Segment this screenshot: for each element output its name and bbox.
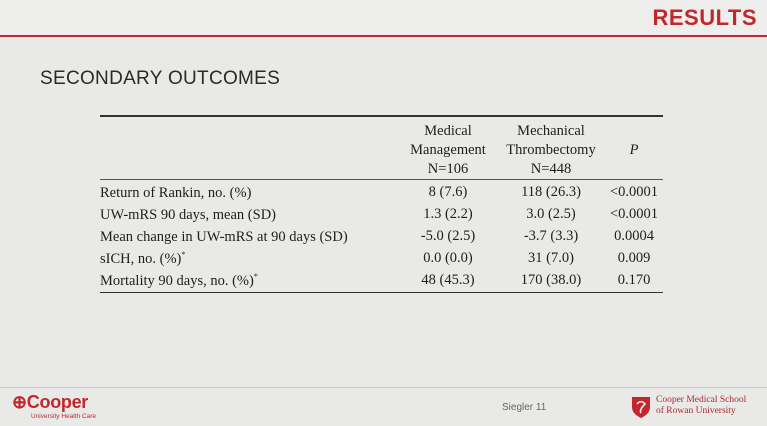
cooper-c-icon: ⊕	[12, 392, 27, 412]
cooper-logo: ⊕Cooper	[12, 392, 88, 412]
footer-citation: Siegler 11	[502, 402, 547, 413]
row-label: sICH, no. (%)*	[100, 250, 186, 267]
section-label: RESULTS	[652, 5, 757, 30]
column-header-medical: Medical Management N=106	[410, 123, 486, 177]
table-row	[100, 248, 663, 270]
p-value: 0.0004	[614, 228, 654, 244]
medical-value: -5.0 (2.5)	[420, 228, 476, 244]
table-header-rule	[100, 179, 663, 180]
footer-divider	[0, 387, 767, 388]
column-header-p: P	[629, 142, 639, 158]
medical-value: 0.0 (0.0)	[423, 250, 473, 266]
outcomes-table	[100, 115, 663, 293]
p-value: 0.009	[617, 250, 651, 266]
header-divider	[0, 35, 767, 37]
table-row	[100, 226, 663, 248]
p-value: <0.0001	[609, 206, 659, 222]
column-header-thrombectomy: Mechanical Thrombectomy N=448	[506, 123, 596, 177]
row-label: Mean change in UW-mRS at 90 days (SD)	[100, 229, 348, 245]
thrombectomy-value: 31 (7.0)	[528, 250, 574, 266]
shield-icon	[630, 395, 652, 419]
thrombectomy-value: 3.0 (2.5)	[526, 206, 576, 222]
p-value: 0.170	[617, 272, 651, 288]
school-logo-text: Cooper Medical School of Rowan University	[656, 395, 747, 416]
medical-value: 8 (7.6)	[428, 184, 468, 200]
p-value: <0.0001	[609, 184, 659, 200]
table-bottom-rule	[100, 292, 663, 293]
thrombectomy-value: 118 (26.3)	[521, 184, 581, 200]
medical-value: 48 (45.3)	[421, 272, 475, 288]
row-label: Mortality 90 days, no. (%)*	[100, 272, 258, 289]
row-label: UW-mRS 90 days, mean (SD)	[100, 207, 276, 223]
table-row	[100, 204, 663, 226]
row-label: Return of Rankin, no. (%)	[100, 185, 252, 201]
thrombectomy-value: 170 (38.0)	[520, 272, 582, 288]
table-row	[100, 182, 663, 204]
table-header	[100, 117, 663, 179]
table-row	[100, 270, 663, 292]
cooper-logo-subtitle: University Health Care	[31, 413, 97, 420]
medical-value: 1.3 (2.2)	[423, 206, 473, 222]
thrombectomy-value: -3.7 (3.3)	[523, 228, 579, 244]
page-title: SECONDARY OUTCOMES	[40, 68, 281, 89]
